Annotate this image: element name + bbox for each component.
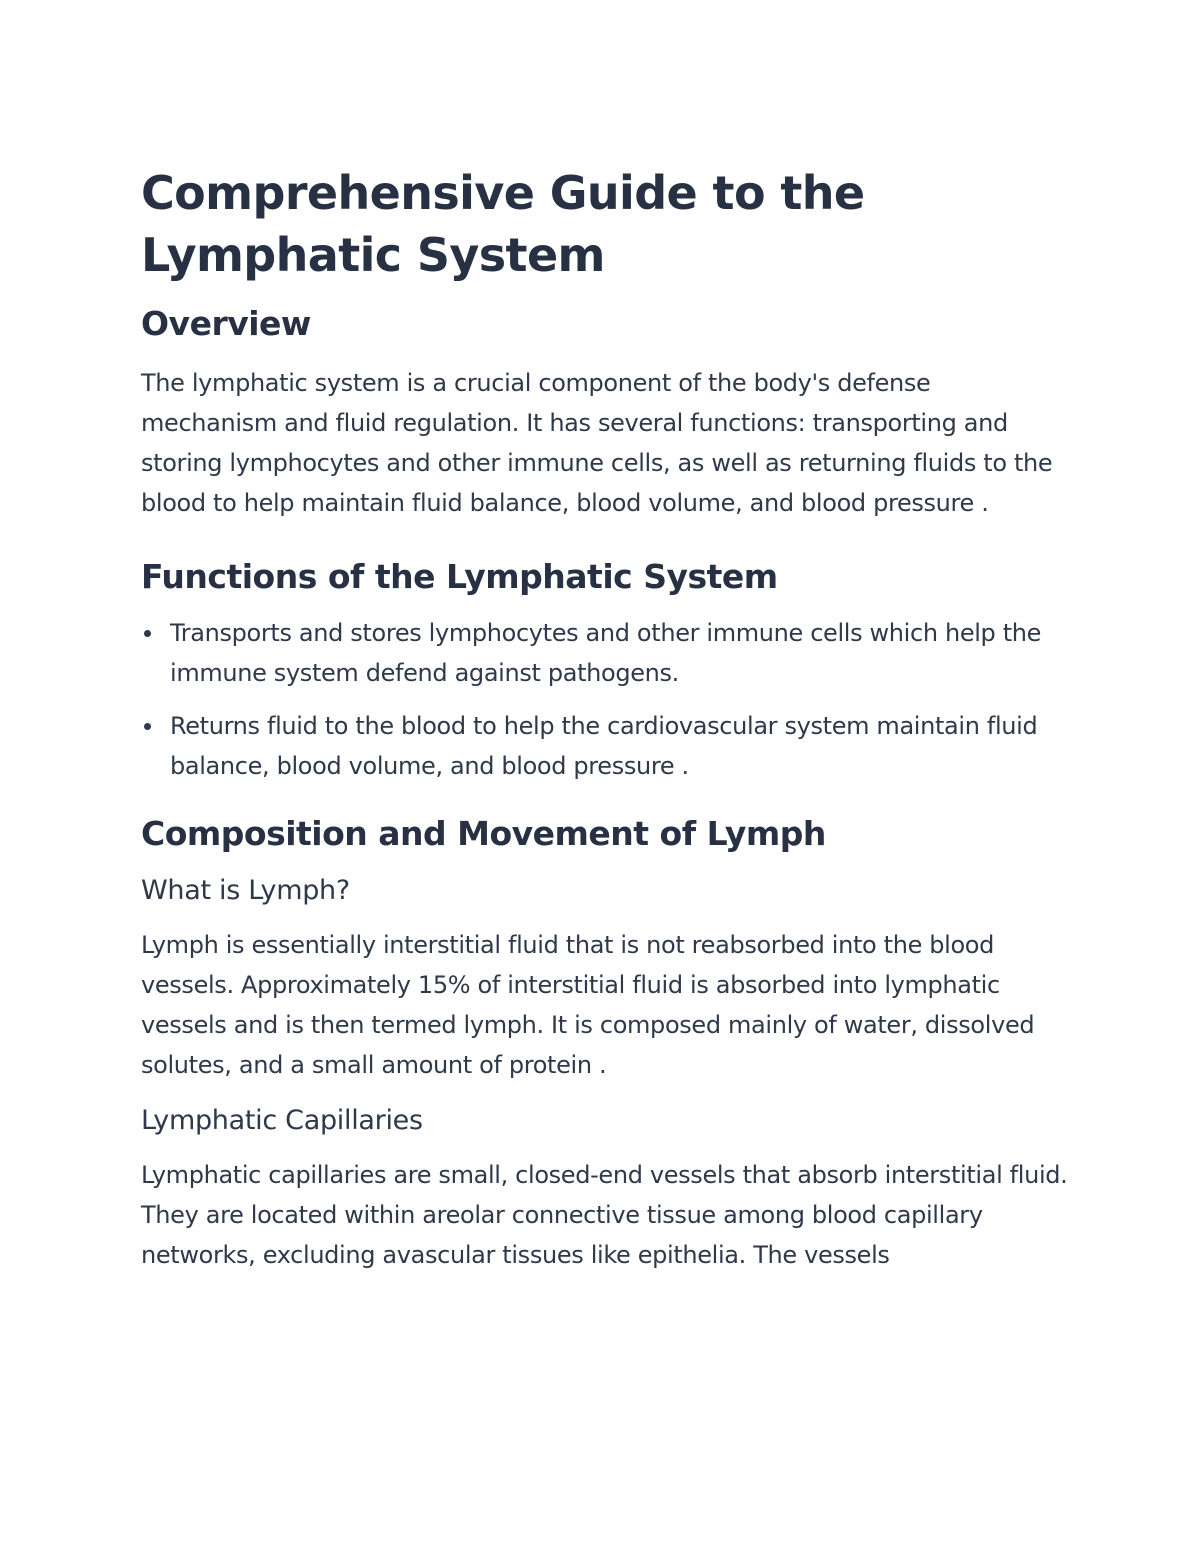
functions-heading: Functions of the Lymphatic System xyxy=(141,557,778,596)
document-page xyxy=(141,162,1071,1275)
functions-list xyxy=(141,613,1071,786)
list-item xyxy=(141,613,1071,693)
list-item xyxy=(141,706,1071,786)
lymphatic-capillaries-heading: Lymphatic Capillaries xyxy=(141,1105,423,1136)
bullet-icon xyxy=(144,630,151,637)
overview-paragraph: The lymphatic system is a crucial component of the body's defense mechanism and fluid regulation. It has several functions: transporting and storing lymphocytes and other immune cells, as well as returning fluids to the blood to help maintain fluid balance, blood volume, and blood pressure . xyxy=(141,369,1053,517)
bullet-icon xyxy=(144,723,151,730)
what-is-lymph-heading: What is Lymph? xyxy=(141,875,350,906)
what-is-lymph-paragraph: Lymph is essentially interstitial fluid that is not reabsorbed into the blood vessels. Approximately 15% of interstitial fluid is absorbed into lymphatic vessels and is then termed lymph. It is composed mainly of water, dissolved solutes, and a small amount of protein . xyxy=(141,931,1035,1079)
list-item-text: Transports and stores lymphocytes and other immune cells which help the immune system defend against pathogens. xyxy=(170,619,1042,687)
composition-heading: Composition and Movement of Lymph xyxy=(141,814,826,853)
page-title: Comprehensive Guide to the Lymphatic System xyxy=(141,166,865,282)
list-item-text: Returns fluid to the blood to help the cardiovascular system maintain fluid balance, blood volume, and blood pressure . xyxy=(170,712,1038,780)
lymphatic-capillaries-paragraph: Lymphatic capillaries are small, closed-end vessels that absorb interstitial fluid. They are located within areolar connective tissue among blood capillary networks, excluding avascular tissues like epithelia. The vessels xyxy=(141,1161,1068,1269)
overview-heading: Overview xyxy=(141,304,311,343)
